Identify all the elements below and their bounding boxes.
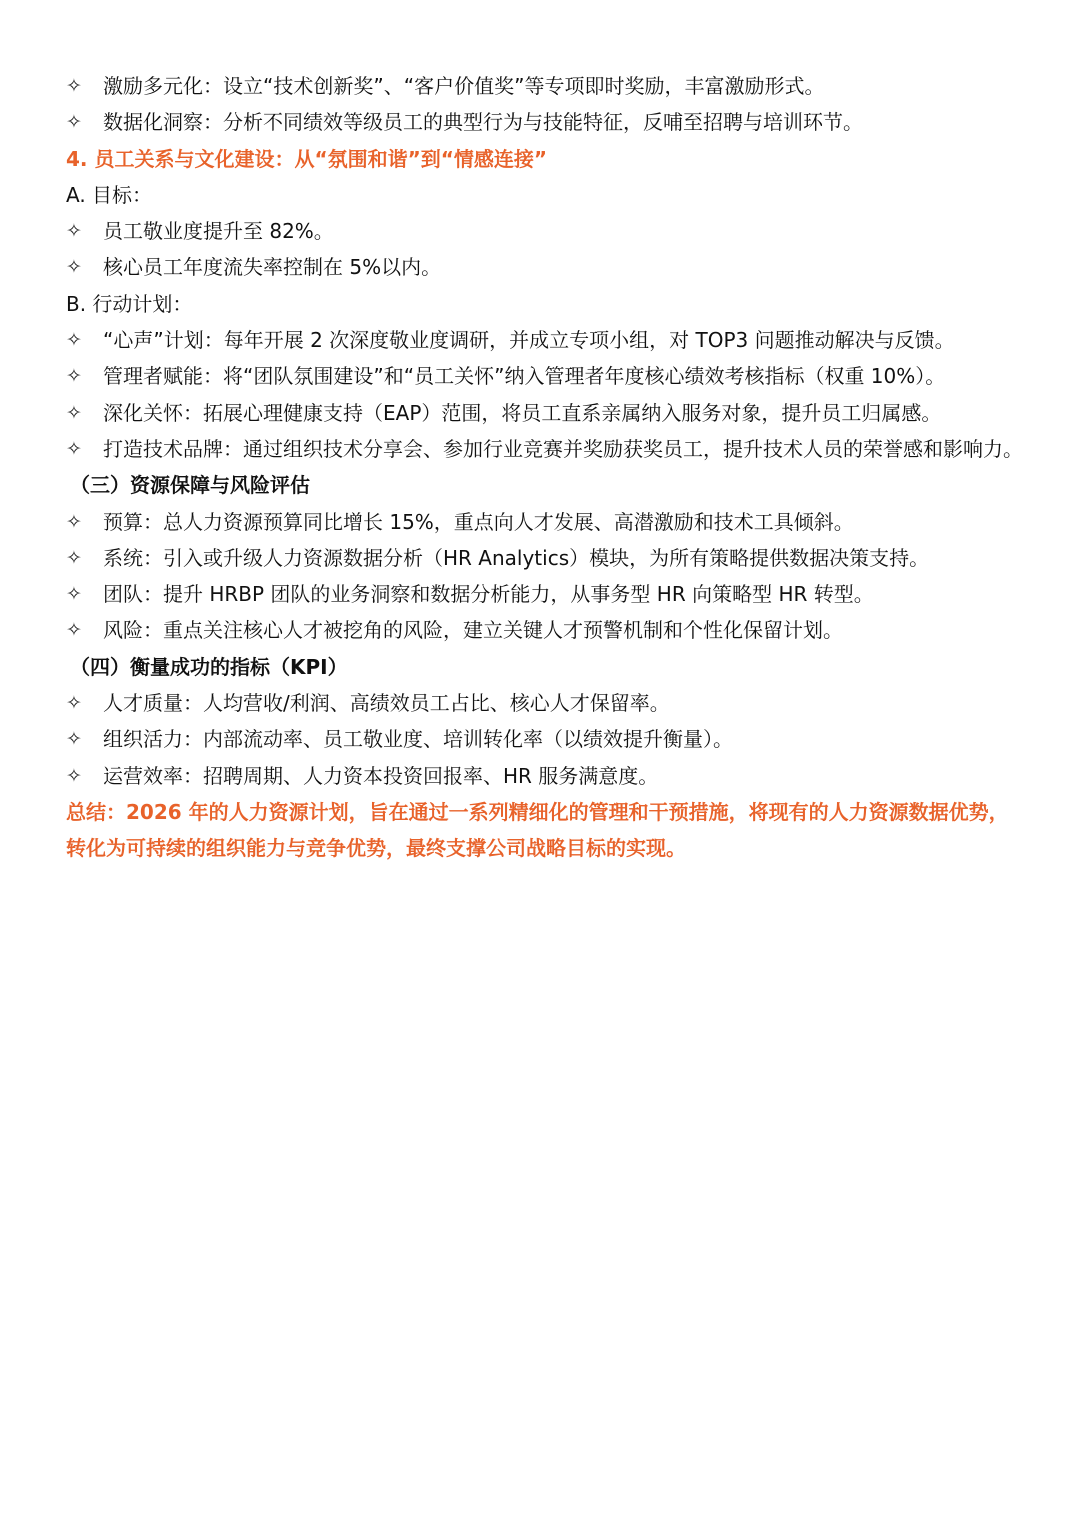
- sparkle-bullet-icon: ✧: [66, 583, 82, 606]
- sparkle-bullet-icon: ✧: [66, 692, 82, 715]
- sparkle-bullet-icon: ✧: [66, 256, 82, 279]
- list-item-text: 风险：重点关注核心人才被挖角的风险，建立关键人才预警机制和个性化保留计划。: [103, 618, 843, 643]
- section-heading-kpi: （四）衡量成功的指标（KPI）: [70, 654, 348, 679]
- list-item-text: 系统：引入或升级人力资源数据分析（HR Analytics）模块，为所有策略提供数据决策支持。: [103, 545, 930, 570]
- list-item: [66, 758, 1026, 794]
- sparkle-bullet-icon: ✧: [66, 111, 82, 134]
- list-item-text: 组织活力：内部流动率、员工敬业度、培训转化率（以绩效提升衡量）。: [103, 727, 733, 752]
- list-item: [66, 612, 1026, 648]
- list-item-text: 员工敬业度提升至 82%。: [103, 219, 334, 244]
- list-item: [66, 540, 1026, 576]
- sparkle-bullet-icon: ✧: [66, 546, 82, 569]
- list-item-text: 激励多元化：设立“技术创新奖”、“客户价值奖”等专项即时奖励，丰富激励形式。: [103, 74, 825, 98]
- sparkle-bullet-icon: ✧: [66, 220, 82, 243]
- sparkle-bullet-icon: ✧: [66, 75, 82, 97]
- list-item-text: 人才质量：人均营收/利润、高绩效员工占比、核心人才保留率。: [103, 691, 670, 716]
- sparkle-bullet-icon: ✧: [66, 728, 82, 751]
- list-item: [66, 504, 1026, 540]
- list-item-text: 深化关怀：拓展心理健康支持（EAP）范围，将员工直系亲属纳入服务对象，提升员工归属感。: [103, 400, 942, 425]
- list-item-text: 核心员工年度流失率控制在 5%以内。: [103, 255, 442, 280]
- sparkle-bullet-icon: ✧: [66, 401, 82, 424]
- list-item: [66, 721, 1026, 757]
- list-item: [66, 395, 1026, 431]
- sparkle-bullet-icon: ✧: [66, 329, 82, 352]
- goal-label: A. 目标：: [66, 182, 153, 207]
- list-item-text: 团队：提升 HRBP 团队的业务洞察和数据分析能力，从事务型 HR 向策略型 HR 转型。: [103, 582, 874, 607]
- list-item: [66, 431, 1026, 467]
- list-item-text: 预算：总人力资源预算同比增长 15%，重点向人才发展、高潜激励和技术工具倾斜。: [103, 509, 854, 534]
- list-item: [66, 358, 1026, 394]
- sparkle-bullet-icon: ✧: [66, 365, 82, 388]
- section-heading-employee-relations: 4. 员工关系与文化建设：从“氛围和谐”到“情感连接”: [66, 146, 548, 171]
- list-item: [66, 68, 1026, 104]
- list-item-text: 打造技术品牌：通过组织技术分享会、参加行业竞赛并奖励获奖员工，提升技术人员的荣誉感和影响力。: [103, 436, 1023, 461]
- sparkle-bullet-icon: ✧: [66, 764, 82, 787]
- sparkle-bullet-icon: ✧: [66, 437, 82, 460]
- list-item-text: “心声”计划：每年开展 2 次深度敬业度调研，并成立专项小组，对 TOP3 问题推动解决与反馈。: [103, 328, 955, 353]
- summary-paragraph: 总结：2026 年的人力资源计划，旨在通过一系列精细化的管理和干预措施，将现有的人力资源数据优势，转化为可持续的组织能力与竞争优势，最终支撑公司战略目标的实现。: [66, 799, 1009, 861]
- sparkle-bullet-icon: ✧: [66, 619, 82, 642]
- plan-label: B. 行动计划：: [66, 291, 193, 316]
- list-item: [66, 249, 1026, 285]
- list-item-text: 运营效率：招聘周期、人力资本投资回报率、HR 服务满意度。: [103, 763, 659, 788]
- list-item-text: 数据化洞察：分析不同绩效等级员工的典型行为与技能特征，反哺至招聘与培训环节。: [103, 110, 863, 135]
- list-item: [66, 104, 1026, 140]
- list-item: [66, 576, 1026, 612]
- document-page: [66, 68, 1026, 867]
- list-item: [66, 322, 1026, 358]
- sparkle-bullet-icon: ✧: [66, 510, 82, 533]
- list-item: [66, 685, 1026, 721]
- section-heading-resources: （三）资源保障与风险评估: [70, 473, 310, 498]
- list-item-text: 管理者赋能：将“团队氛围建设”和“员工关怀”纳入管理者年度核心绩效考核指标（权重 10%）。: [103, 364, 946, 389]
- list-item: [66, 213, 1026, 249]
